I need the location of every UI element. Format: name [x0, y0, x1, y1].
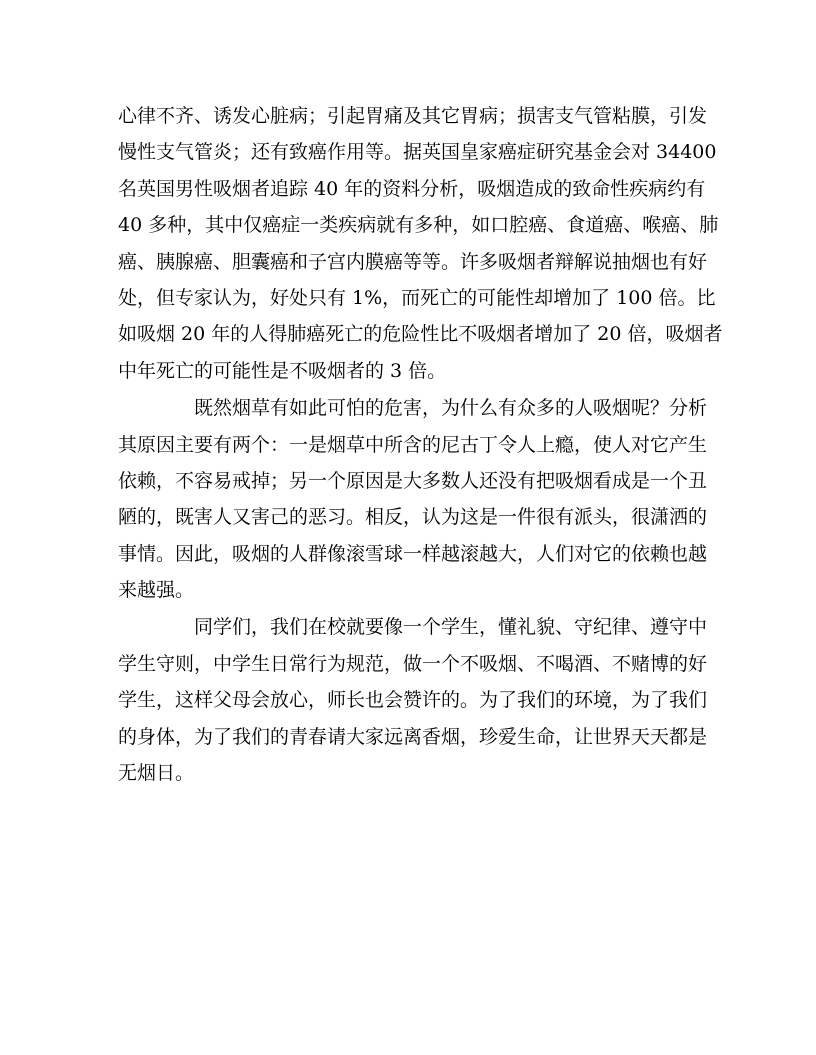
- paragraph-1-line: 中年死亡的可能性是不吸烟者的 3 倍。: [118, 359, 447, 382]
- paragraph-3-line: 学生，这样父母会放心，师长也会赞许的。为了我们的环境，为了我们: [118, 689, 708, 712]
- paragraph-1-line: 癌、胰腺癌、胆囊癌和子宫内膜癌等等。许多吸烟者辩解说抽烟也有好: [118, 250, 708, 273]
- paragraph-2: [118, 390, 708, 608]
- paragraph-3-first-line: 同学们，我们在校就要像一个学生，懂礼貌、守纪律、遵守中: [194, 616, 708, 639]
- paragraph-1-line: 心律不齐、诱发心脏病；引起胃痛及其它胃病；损害支气管粘膜，引发: [118, 105, 708, 127]
- paragraph-1-line: 如吸烟 20 年的人得肺癌死亡的危险性比不吸烟者增加了 20 倍，吸烟者: [118, 323, 723, 346]
- paragraph-1-line: 40 多种，其中仅癌症一类疾病就有多种，如口腔癌、食道癌、喉癌、肺: [118, 214, 719, 237]
- document-body: [118, 98, 723, 792]
- paragraph-1: [118, 98, 723, 389]
- paragraph-1-line: 名英国男性吸烟者追踪 40 年的资料分析，吸烟造成的致命性疾病约有: [118, 177, 706, 200]
- paragraph-3: [118, 609, 708, 791]
- paragraph-2-line: 其原因主要有两个：一是烟草中所含的尼古丁令人上瘾，使人对它产生: [118, 433, 708, 456]
- paragraph-2-first-line: 既然烟草有如此可怕的危害，为什么有众多的人吸烟呢？分析: [194, 397, 708, 420]
- paragraph-1-line: 处，但专家认为，好处只有 1%，而死亡的可能性却增加了 100 倍。比: [118, 286, 716, 309]
- paragraph-3-line: 的身体，为了我们的青春请大家远离香烟，珍爱生命，让世界天天都是: [118, 725, 708, 748]
- paragraph-2-line: 来越强。: [118, 579, 195, 602]
- paragraph-3-line: 无烟日。: [118, 762, 195, 785]
- paragraph-1-line: 慢性支气管炎；还有致癌作用等。据英国皇家癌症研究基金会对 34400: [118, 141, 717, 164]
- paragraph-3-line: 学生守则，中学生日常行为规范，做一个不吸烟、不喝酒、不赌博的好: [118, 652, 708, 675]
- paragraph-2-line: 依赖，不容易戒掉；另一个原因是大多数人还没有把吸烟看成是一个丑: [118, 469, 708, 492]
- paragraph-2-line: 事情。因此，吸烟的人群像滚雪球一样越滚越大，人们对它的依赖也越: [118, 542, 708, 565]
- paragraph-2-line: 陋的，既害人又害己的恶习。相反，认为这是一件很有派头，很潇洒的: [118, 506, 708, 529]
